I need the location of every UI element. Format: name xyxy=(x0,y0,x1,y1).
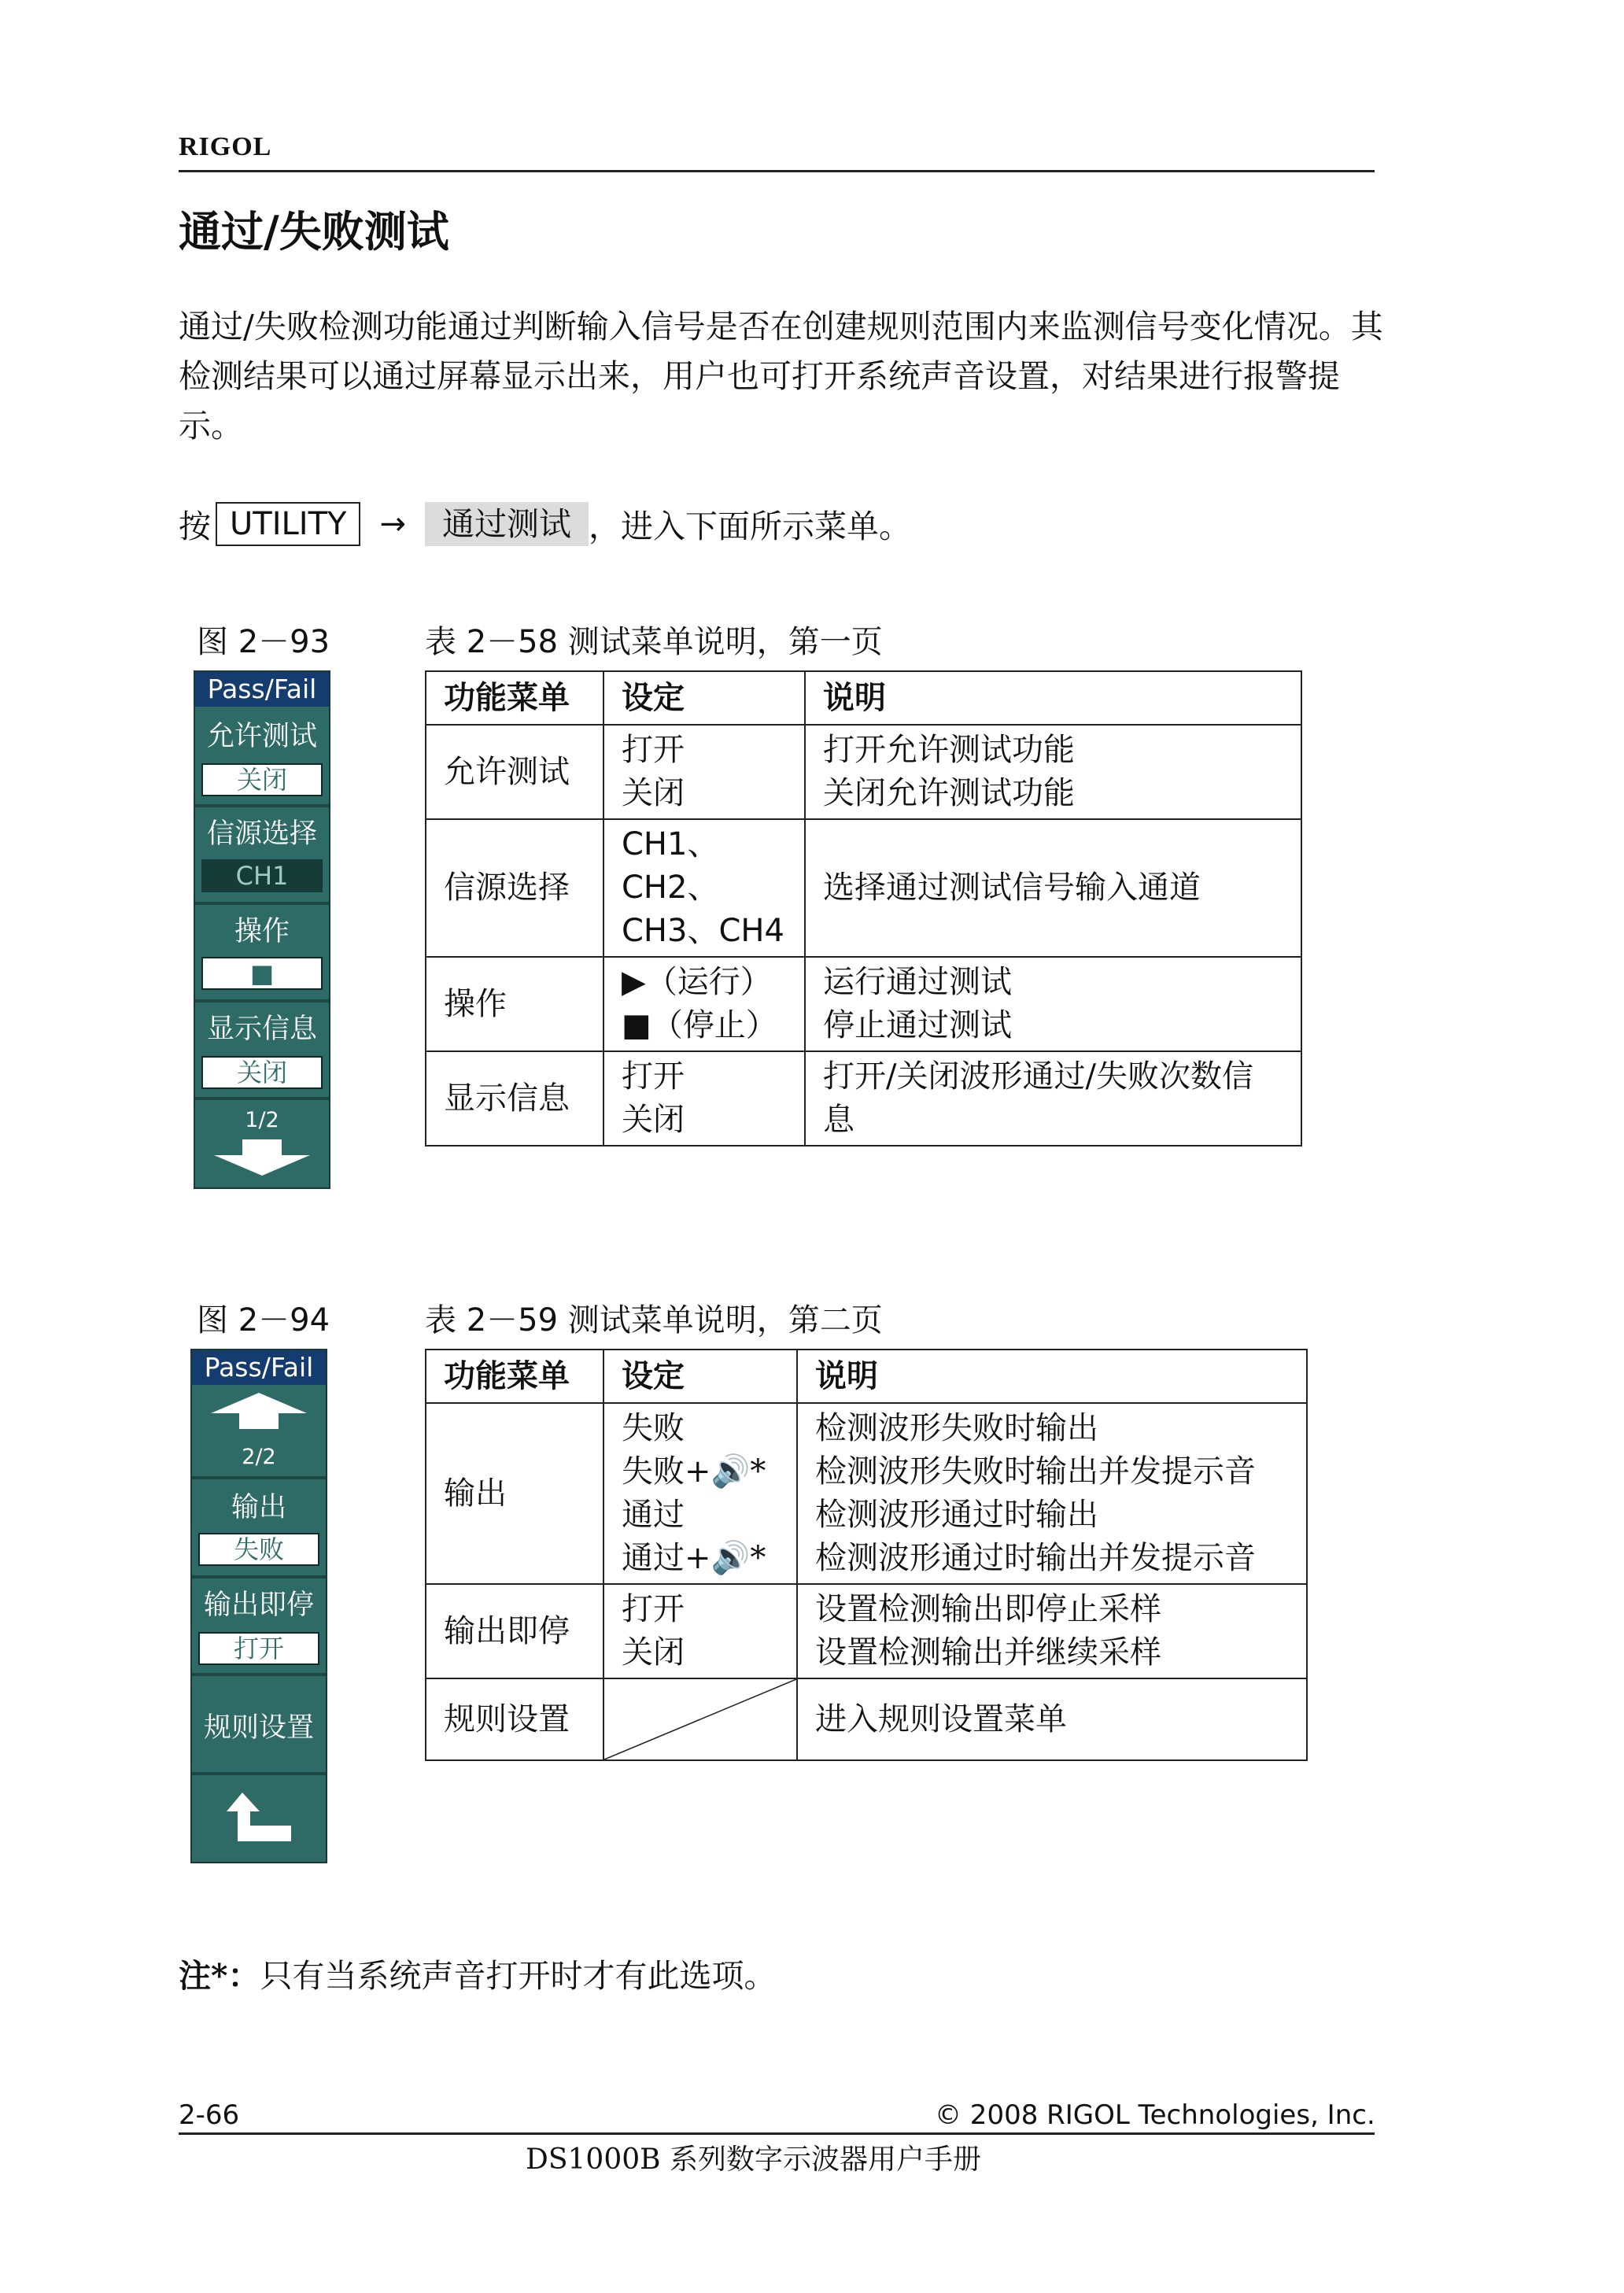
desc-line: 息 xyxy=(823,1102,854,1138)
table1 xyxy=(425,670,1302,1146)
desc-line: 关闭允许测试功能 xyxy=(823,775,1075,811)
table-cell xyxy=(603,1403,797,1584)
table-cell xyxy=(603,1051,805,1146)
menu-item-label: 信源选择 xyxy=(206,818,317,850)
figure2-caption: 图 2－94 xyxy=(197,1302,330,1339)
intro-paragraph: 通过/失败检测功能通过判断输入信号是否在创建规则范围内来监测信号变化情况。其检测结果可以通过屏幕显示出来，用户也可打开系统声音设置，对结果进行报警提示。 xyxy=(179,308,1383,445)
setting-line: 打开 xyxy=(622,1058,685,1095)
table-row xyxy=(426,725,1301,819)
desc-line: 检测波形失败时输出 xyxy=(815,1410,1098,1446)
table-cell xyxy=(603,1678,797,1760)
table-header: 功能菜单 xyxy=(426,671,603,725)
setting-line: 打开 xyxy=(622,1591,685,1627)
table-cell xyxy=(797,1584,1307,1678)
section-title: 通过/失败测试 xyxy=(179,206,449,257)
table-header: 设定 xyxy=(603,1350,797,1403)
menu-item-label: 操作 xyxy=(234,916,290,947)
table1-caption: 表 2－58 测试菜单说明，第一页 xyxy=(425,624,883,660)
arrow-icon: → xyxy=(379,505,406,542)
pass-fail-menu-page1 xyxy=(194,670,330,1189)
table-cell xyxy=(603,819,805,957)
table-row xyxy=(426,1678,1307,1760)
menu-divider xyxy=(192,1575,326,1579)
table-cell: 输出即停 xyxy=(426,1584,603,1678)
footer-rule xyxy=(179,2132,1375,2135)
menu-divider xyxy=(192,1476,326,1479)
table-cell: 进入规则设置菜单 xyxy=(797,1678,1307,1760)
menu-item-value: 关闭 xyxy=(201,1056,323,1089)
menu-divider xyxy=(195,804,329,807)
table-cell: 允许测试 xyxy=(426,725,603,819)
table-header: 功能菜单 xyxy=(426,1350,603,1403)
instruction-suffix: ，进入下面所示菜单。 xyxy=(588,508,911,545)
header-rule xyxy=(179,170,1375,172)
menu-item-label: 输出 xyxy=(231,1492,286,1523)
menu-divider xyxy=(192,1772,326,1775)
table-header: 设定 xyxy=(603,671,805,725)
instruction-line xyxy=(179,500,911,547)
setting-line: 失败 xyxy=(622,1410,685,1446)
return-arrow-icon xyxy=(223,1791,294,1846)
menu-item-label: 允许测试 xyxy=(206,721,317,752)
menu-divider xyxy=(195,999,329,1002)
diagonal-line xyxy=(604,1679,796,1759)
table-cell xyxy=(805,957,1301,1051)
setting-line: CH3、CH4 xyxy=(622,913,784,949)
copyright: © 2008 RIGOL Technologies, Inc. xyxy=(935,2099,1375,2131)
table-row xyxy=(426,1584,1307,1678)
setting-line: ■（停止） xyxy=(622,1007,777,1043)
instruction-prefix: 按 xyxy=(179,508,211,545)
table-row xyxy=(426,819,1301,957)
table-cell xyxy=(805,1051,1301,1146)
manual-title: DS1000B 系列数字示波器用户手册 xyxy=(526,2143,982,2176)
table-cell: 选择通过测试信号输入通道 xyxy=(805,819,1301,957)
footnote-label: 注*： xyxy=(179,1957,260,1995)
setting-line: 失败+🔊* xyxy=(622,1453,766,1490)
table2 xyxy=(425,1349,1308,1761)
menu-title: Pass/Fail xyxy=(192,1350,326,1385)
table-cell xyxy=(603,957,805,1051)
table-row xyxy=(426,1051,1301,1146)
setting-line: 关闭 xyxy=(622,1102,685,1138)
pass-test-softkey: 通过测试 xyxy=(425,502,589,546)
setting-line: CH1、CH2、 xyxy=(622,826,719,906)
page-number: 2-66 xyxy=(179,2099,240,2131)
desc-line: 设置检测输出即停止采样 xyxy=(815,1591,1161,1627)
arrow-up-icon xyxy=(208,1391,310,1431)
utility-key: UTILITY xyxy=(216,502,360,546)
desc-line: 设置检测输出并继续采样 xyxy=(815,1634,1161,1671)
table-cell xyxy=(805,725,1301,819)
menu-item-value: 关闭 xyxy=(201,763,323,796)
table-cell xyxy=(797,1403,1307,1584)
arrow-down-icon xyxy=(211,1138,313,1177)
menu-item-label: 显示信息 xyxy=(206,1014,317,1045)
brand-logo: RIGOL xyxy=(179,132,272,161)
footnote-text: 只有当系统声音打开时才有此选项。 xyxy=(260,1957,777,1995)
table-row xyxy=(426,957,1301,1051)
desc-line: 检测波形失败时输出并发提示音 xyxy=(815,1453,1256,1490)
menu-item-label: 输出即停 xyxy=(203,1590,314,1621)
desc-line: 运行通过测试 xyxy=(823,964,1012,1000)
table-cell: 输出 xyxy=(426,1403,603,1584)
page-indicator: 1/2 xyxy=(245,1108,279,1132)
table-cell: 规则设置 xyxy=(426,1678,603,1760)
desc-line: 打开允许测试功能 xyxy=(823,732,1075,768)
table-cell: 操作 xyxy=(426,957,603,1051)
menu-item-value: ■ xyxy=(201,957,323,990)
table-cell xyxy=(603,1584,797,1678)
table-row xyxy=(426,1403,1307,1584)
desc-line: 检测波形通过时输出 xyxy=(815,1497,1098,1533)
table-header: 说明 xyxy=(805,671,1301,725)
table-cell: 信源选择 xyxy=(426,819,603,957)
setting-line: ▶（运行） xyxy=(622,964,772,1000)
setting-line: 通过 xyxy=(622,1497,685,1533)
table-header: 说明 xyxy=(797,1350,1307,1403)
setting-line: 关闭 xyxy=(622,1634,685,1671)
table-header-row xyxy=(426,1350,1307,1403)
figure1-caption: 图 2－93 xyxy=(197,624,330,660)
menu-divider xyxy=(192,1673,326,1676)
table-header-row xyxy=(426,671,1301,725)
table-cell xyxy=(603,725,805,819)
menu-item-label: 规则设置 xyxy=(203,1712,314,1744)
pass-fail-menu-page2 xyxy=(190,1349,327,1863)
menu-item-value: 打开 xyxy=(198,1632,319,1665)
menu-divider xyxy=(195,902,329,905)
page-indicator: 2/2 xyxy=(242,1445,276,1469)
setting-line: 关闭 xyxy=(622,775,685,811)
desc-line: 打开/关闭波形通过/失败次数信 xyxy=(823,1058,1253,1095)
table-cell: 显示信息 xyxy=(426,1051,603,1146)
footnote xyxy=(179,1950,776,1996)
menu-divider xyxy=(195,1097,329,1100)
menu-title: Pass/Fail xyxy=(195,672,329,707)
menu-item-value: 失败 xyxy=(198,1533,319,1566)
setting-line: 打开 xyxy=(622,732,685,768)
desc-line: 停止通过测试 xyxy=(823,1007,1012,1043)
menu-item-value: CH1 xyxy=(201,859,323,892)
setting-line: 通过+🔊* xyxy=(622,1540,766,1576)
table2-caption: 表 2－59 测试菜单说明，第二页 xyxy=(425,1302,883,1339)
desc-line: 检测波形通过时输出并发提示音 xyxy=(815,1540,1256,1576)
